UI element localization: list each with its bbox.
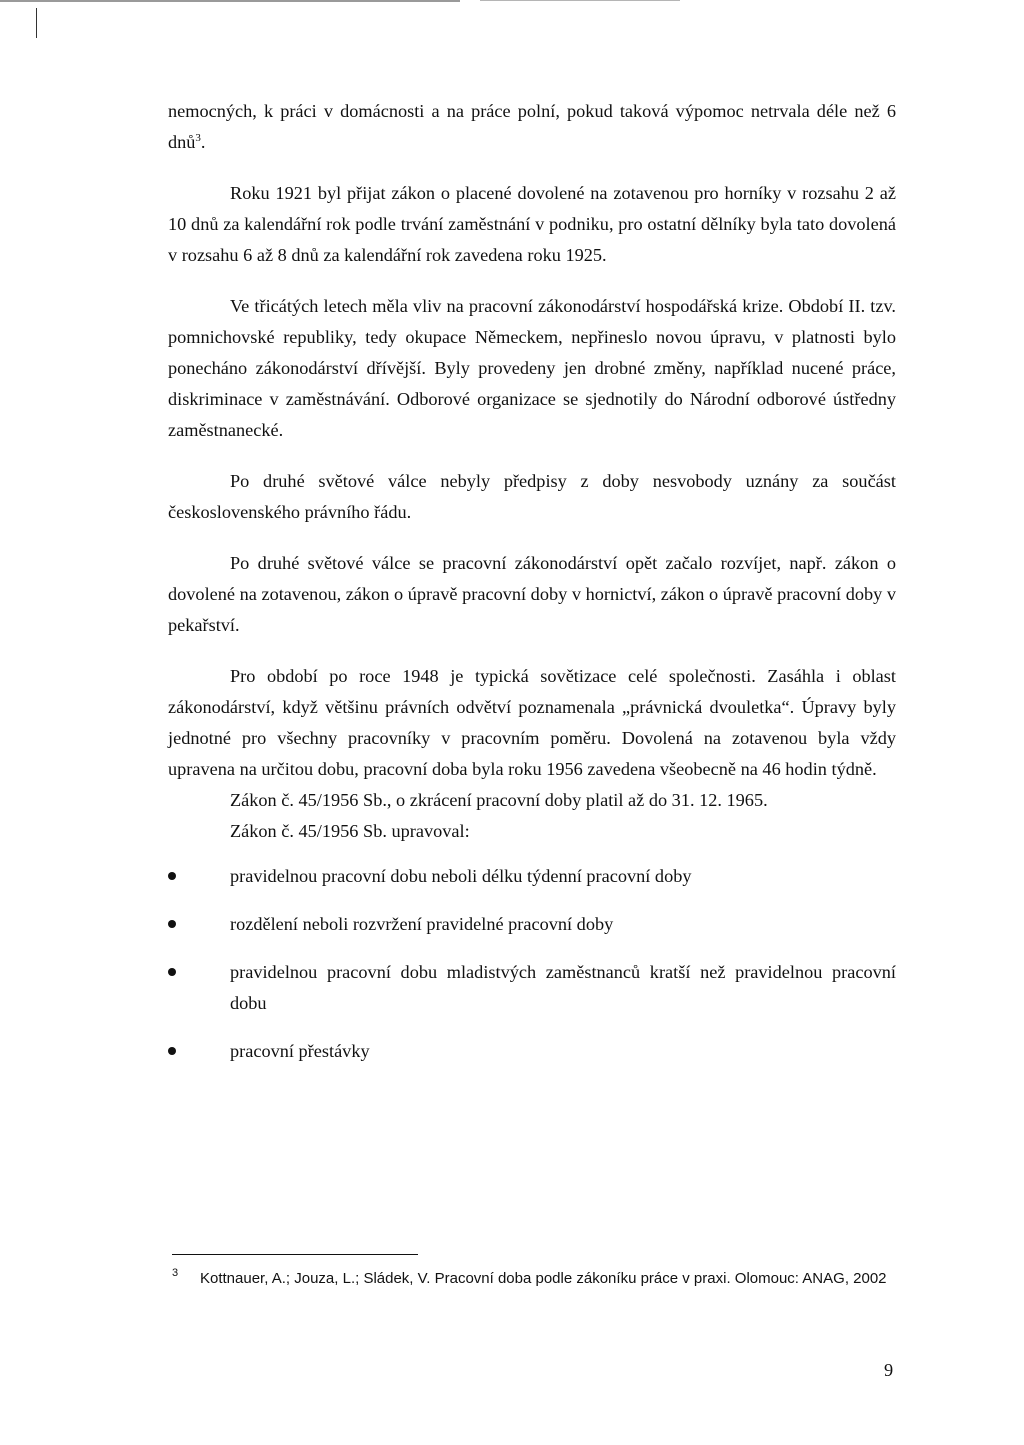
- paragraph-thirties: Ve třicátých letech měla vliv na pracovní zákonodárství hospodářská krize. Období II. tzv. pomnichovské republiky, tedy okupace Německem, nepřineslo novou úpravu, v platnosti bylo ponecháno zákonodárství dřívější. Byly provedeny jen drobné změny, například nucené práce, diskriminace v zaměstnávání. Odborové organizace se sjednotily do Národní odborové ústředny zaměstnanecké.: [168, 296, 896, 440]
- paragraph-1948: Pro období po roce 1948 je typická sovětizace celé společnosti. Zasáhla i oblast zákonodárství, když většinu právních odvětví poznamenala „právnická dvouletka“. Úpravy byly jednotné pro všechny pracovníky v pracovním poměru. Dovolená na zotavenou byla vždy upravena na určitou dobu, pracovní doba byla roku 1956 zavedena všeobecně na 46 hodin týdně.: [168, 666, 896, 779]
- list-item-text: pravidelnou pracovní dobu neboli délku týdenní pracovní doby: [230, 866, 692, 886]
- list-item: [168, 909, 896, 940]
- bullet-icon: [168, 920, 176, 928]
- list-item: [168, 957, 896, 1019]
- document-page: [168, 96, 896, 1084]
- paragraph-continuation: [168, 96, 896, 158]
- footnote-reference: 3: [195, 131, 201, 144]
- scan-edge-line: [480, 0, 680, 1]
- bullet-icon: [168, 1047, 176, 1055]
- paragraph-law-1956: Zákon č. 45/1956 Sb., o zkrácení pracovní doby platil až do 31. 12. 1965.: [230, 790, 768, 810]
- list-item: [168, 861, 896, 892]
- paragraph-law-regulated: Zákon č. 45/1956 Sb. upravoval:: [230, 821, 470, 841]
- list-item: [168, 1036, 896, 1067]
- bullet-icon: [168, 968, 176, 976]
- paragraph-post-war: Po druhé světové válce nebyly předpisy z doby nesvobody uznány za součást československého právního řádu.: [168, 471, 896, 522]
- list-item-text: pravidelnou pracovní dobu mladistvých zaměstnanců kratší než pravidelnou pracovní dobu: [230, 962, 896, 1013]
- paragraph-text: nemocných, k práci v domácnosti a na práce polní, pokud taková výpomoc netrvala déle než 6 dnů: [168, 101, 896, 152]
- list-item-text: pracovní přestávky: [230, 1041, 370, 1061]
- footnote-text: Kottnauer, A.; Jouza, L.; Sládek, V. Pracovní doba podle zákoníku práce v praxi. Olomouc: ANAG, 2002: [200, 1270, 887, 1287]
- scan-edge-line: [0, 0, 460, 2]
- footnote-mark: 3: [172, 1267, 179, 1279]
- footnote: [172, 1268, 900, 1290]
- page-number: 9: [884, 1360, 894, 1380]
- paragraph-labor-law-development: Po druhé světové válce se pracovní zákonodárství opět začalo rozvíjet, např. zákon o dovolené na zotavenou, zákon o úpravě pracovní doby v hornictví, zákon o úpravě pracovní doby v pekařství.: [168, 553, 896, 635]
- list-item-text: rozdělení neboli rozvržení pravidelné pracovní doby: [230, 914, 614, 934]
- paragraph-1921-law: Roku 1921 byl přijat zákon o placené dovolené na zotavenou pro horníky v rozsahu 2 až 10 dnů za kalendářní rok podle trvání zaměstnání v podniku, pro ostatní dělníky byla tato dovolená v rozsahu 6 až 8 dnů za kalendářní rok zavedena roku 1925.: [168, 183, 896, 265]
- bullet-icon: [168, 872, 176, 880]
- bullet-list: [168, 861, 896, 1067]
- scan-margin-mark: [36, 8, 37, 38]
- footnote-divider: [172, 1254, 418, 1255]
- paragraph-end: .: [200, 132, 206, 152]
